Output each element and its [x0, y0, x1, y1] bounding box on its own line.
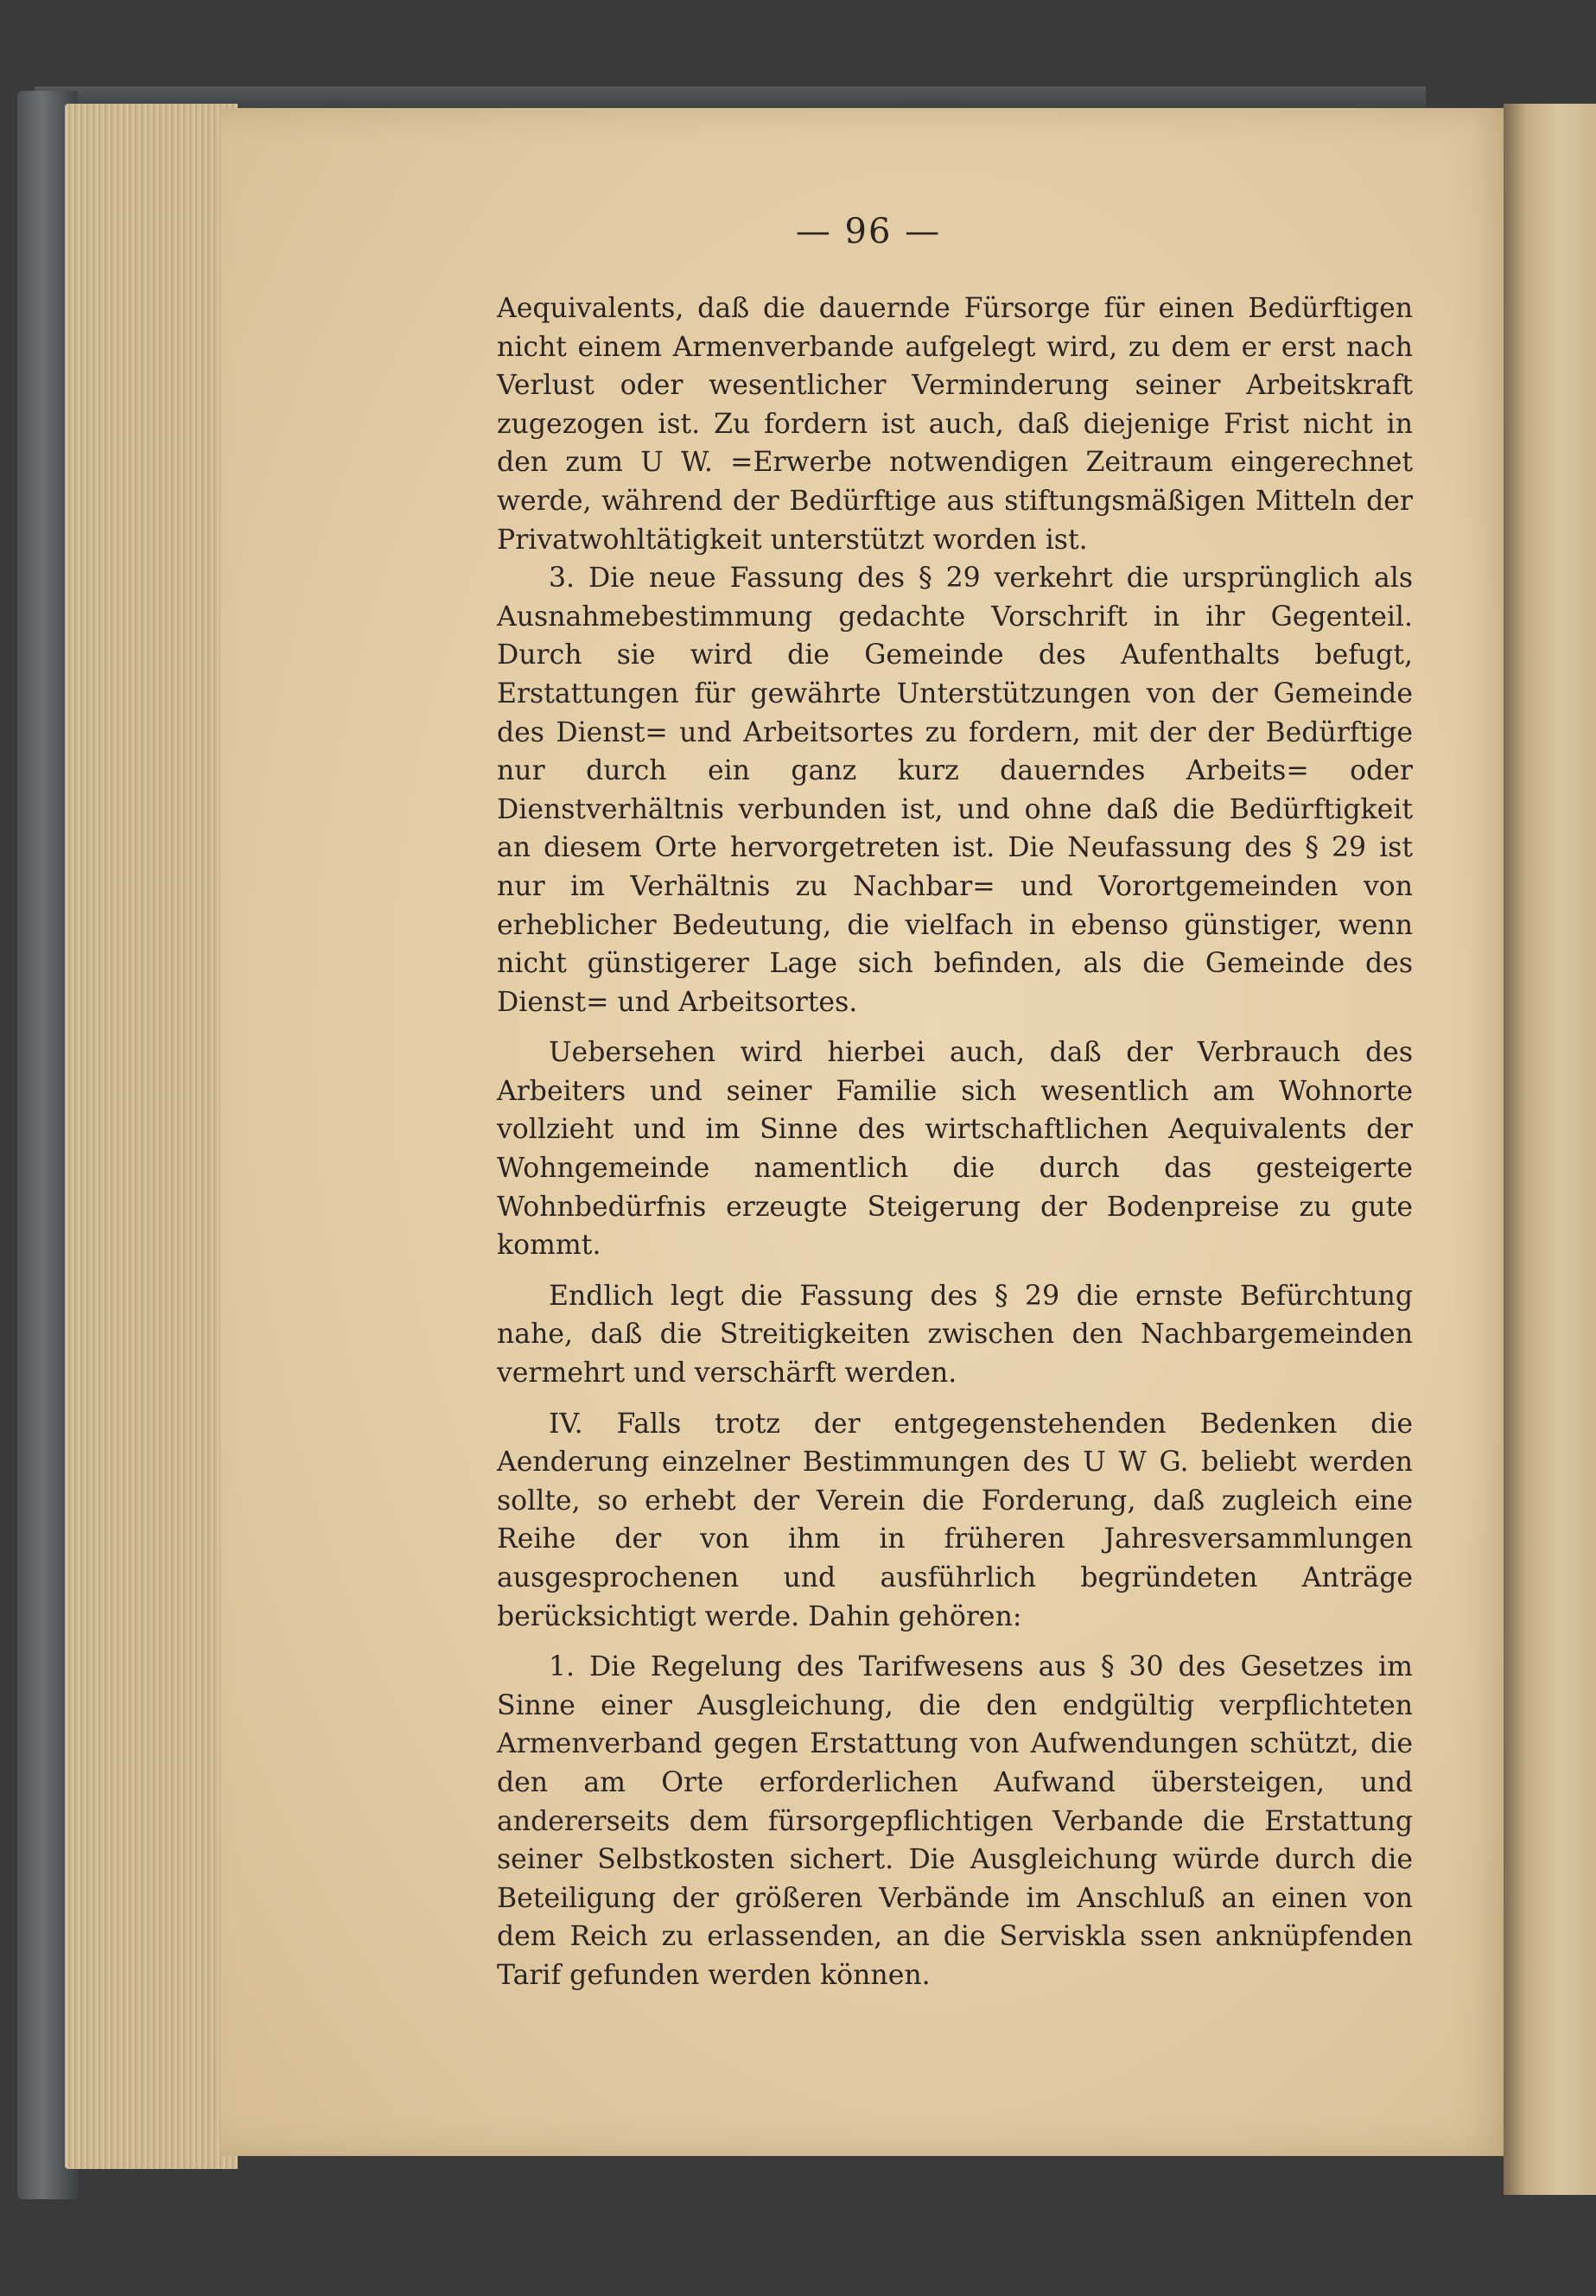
- book-gutter: [1504, 104, 1596, 2195]
- paragraph-point-3: 3. Die neue Fassung des § 29 verkehrt die ursprünglich als Ausnahmebestimmung gedachte Vorschrift in ihr Gegenteil. Durch sie wird die Gemeinde des Aufenthalts befugt, Erstattungen für gewährte Unterstützungen von der Gemeinde des Dienst= und Arbeitsortes zu fordern, mit der der Bedürftige nur durch ein ganz kurz dauerndes Arbeits= oder Dienstverhältnis verbunden ist, und ohne daß die Bedürftigkeit an diesem Orte hervorgetreten ist. Die Neufassung des § 29 ist nur im Verhältnis zu Nachbar= und Vorortgemeinden von erheblicher Bedeutung, die vielfach in ebenso günstiger, wenn nicht günstigerer Lage sich befinden, als die Gemeinde des Dienst= und Arbeitsortes.: [497, 563, 1413, 1018]
- paragraph-uebersehen: Uebersehen wird hierbei auch, daß der Verbrauch des Arbeiters und seiner Familie sich wesentlich am Wohnorte vollzieht und im Sinne des wirtschaftlichen Aequivalents der Wohngemeinde namentlich die durch das gesteigerte Wohnbedürfnis erzeugte Steigerung der Bodenpreise zu gute kommt.: [497, 1037, 1413, 1262]
- page-number: — 96 —: [795, 212, 942, 251]
- paragraph-endlich: Endlich legt die Fassung des § 29 die ernste Befürchtung nahe, daß die Streitigkeiten zwischen den Nachbargemeinden vermehrt und verschärft werden.: [497, 1280, 1413, 1390]
- paragraph-section-iv: IV. Falls trotz der entgegenstehenden Bedenken die Aenderung einzelner Bestimmungen des U W G. beliebt werden sollte, so erhebt der Verein die Forderung, daß zugleich eine Reihe der von ihm in früheren Jahresversammlungen ausgesprochenen und ausführlich begründeten Anträge berücksichtigt werde. Dahin gehören:: [497, 1408, 1413, 1632]
- page-edges-stack: [65, 104, 238, 2169]
- paragraph-point-1-tarifwesen: 1. Die Regelung des Tarifwesens aus § 30 des Gesetzes im Sinne einer Ausgleichung, die den endgültig verpflichteten Armenverband gegen Erstattung von Aufwendungen schützt, die den am Orte erforderlichen Aufwand übersteigen, und andererseits dem fürsorgepflichtigen Verbande die Erstattung seiner Selbstkosten sichert. Die Ausgleichung würde durch die Beteiligung der größeren Verbände im Anschluß an einen von dem Reich zu erlassenden, an die Serviskla ssen anknüpfenden Tarif gefunden werden können.: [497, 1651, 1413, 1991]
- paragraph-continuation: Aequivalents, daß die dauernde Fürsorge für einen Bedürftigen nicht einem Armenverbande aufgelegt wird, zu dem er erst nach Verlust oder wesentlicher Verminderung seiner Arbeitskraft zugezogen ist. Zu fordern ist auch, daß diejenige Frist nicht in den zum U W. =Erwerbe notwendigen Zeitraum eingerechnet werde, während der Bedürftige aus stiftungsmäßigen Mitteln der Privatwohltätigkeit unterstützt worden ist.: [497, 293, 1413, 556]
- page-text-body: [497, 289, 1413, 1995]
